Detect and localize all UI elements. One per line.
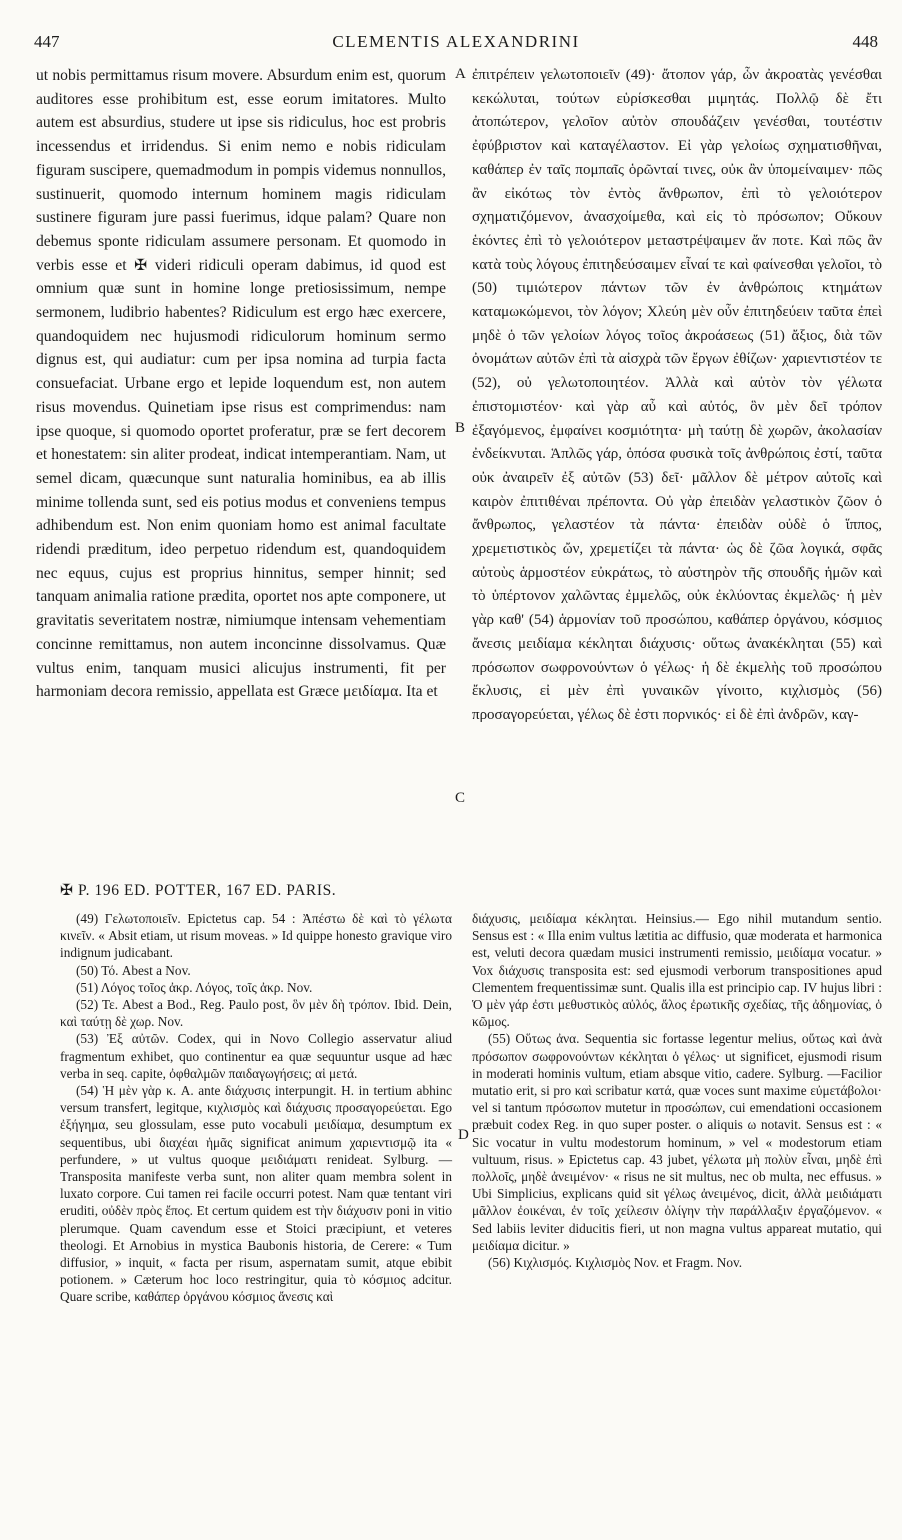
footnote-54: (54) Ἡ μὲν γὰρ κ. A. ante διάχυσις interpungit. H. in tertium abhinc versum transfert, legitque, κιχλισμὸς καὶ διάχυσις προσαγορεύεται. Ego ἐξήγημα, seu glossulam, esse puto vocabuli μειδίαμα, desumptum ex sequentibus, ubi διαχέαι ἡμᾶς significat animum χαριεντισμῷ ita « perfundere, » ut vultus quoque μειδιάματι renideat. Sylburg. —Transposita manifeste verba sunt, non aliter quam membra solent in luxato corpore. Cui tamen rei facile occurri potest. Nam quæ tentant viri eruditi, οὐδὲν πρὸς ἔπος. Et certum quidem est τὴν διάχυσιν poni in vitio plerumque. Quam cavendum esse et Stoici præcipiunt, et veteres theologi. Et Arnobius in mystica Baubonis historia, de Cerere: « Tum diffusior, » inquit, « facta per risum, aspernatam sumit, atque ebibit potionem. » Cæterum hoc loco restringitur, quia τὸ κόσμιος adcitur. Quare scribe, καθάπερ ὀργάνου κόσμιος ἄνεσις καὶ	[60, 1083, 452, 1305]
footnote-53: (53) Ἐξ αὐτῶν. Codex, qui in Novo Collegio asservatur aliud fragmentum exhibet, quo continentur ea quæ sequuntur usque ad hæc verba in seq. capite, ὀφθαλμῶν παιδαγωγήσεις; αἱ μετά.	[60, 1031, 452, 1081]
footnote-51: (51) Λόγος τοῖος ἀκρ. Λόγος, τοῖς ἀκρ. Nov.	[76, 979, 313, 995]
footnote-49: (49) Γελωτοποιεῖν. Epictetus cap. 54 : Ἀπέστω δὲ καὶ τὸ γέλωτα κινεῖν. « Absit etiam, ut risum moveas. » Id quippe honesto gravique viro indignum judicabant.	[60, 911, 452, 961]
running-title: CLEMENTIS ALEXANDRINI	[332, 32, 580, 51]
page-header	[34, 32, 878, 58]
footnotes-right-column	[472, 910, 882, 1271]
edition-page-reference: ✠ P. 196 ED. POTTER, 167 ED. PARIS.	[60, 882, 337, 899]
greek-text-column	[472, 64, 882, 728]
greek-paragraph: ἐπιτρέπειν γελωτοποιεῖν (49)· ἄτοπον γάρ, ὧν ἀκροατὰς γενέσθαι κεκώλυται, τούτων εὑρίσκεσθαι μιμητάς. Πολλῷ δὲ ἔτι ἀτοπώτερον, γελοῖον αὐτὸν σπουδάζειν γενέσθαι, τουτέστιν ἐφύβριστον καὶ καταγέλαστον. Εἰ γὰρ γελοίως σχηματισθῆναι, καθάπερ ἐν ταῖς πομπαῖς ὁρῶνταί τινες, οὐκ ἂν ὑπομείναιμεν· πῶς ἂν εἰκότως τὸν ἐντὸς ἄνθρωπον, ἐπὶ τὸ γελοιότερον σχηματιζόμενον, ἀνασχοίμεθα, καὶ εἰς τὸ πρόσωπον; Οὔκουν ἑκόντες ἐπὶ τὸ γελοιότερον μεταστρέψαιμεν ἄν ποτε. Καὶ πῶς ἂν κατὰ τοὺς λόγους ἐπιτηδεύσαιμεν εἶναί τε καὶ φαίνεσθαι γελοῖοι, τὸ (50) τιμιώτερον πάντων τῶν ἐν ἀνθρώποις κτημάτων καταμωκώμενοι, τὸν λόγον; Χλεύη μὲν οὖν ἐπιτηδεύειν ταῦτα ἐπεὶ μηδὲ ὁ τῶν γελοίων λόγος τοῖος ἀκροάσεως (51) ἄξιος, διὰ τῶν ὀνομάτων αὐτῶν ἐπὶ τὰ αἰσχρὰ τῶν ἔργων ἐθίζων· χαριεντιστέον τε (52), οὐ γελωτοποιητέον. Ἀλλὰ καὶ αὐτὸν τὸν γέλωτα ἐπιστομιστέον· καὶ γὰρ αὖ καὶ αὐτός, ὃν μὲν δεῖ τρόπον ἐξαγόμενος, ἐμφαίνει κοσμιότητα· μὴ ταύτῃ δὲ χωρῶν, ἀκολασίαν ἐνδείκνυται. Ἁπλῶς γάρ, ὁπόσα φυσικὰ τοῖς ἀνθρώποις ἐστί, ταῦτα οὐκ ἀναιρεῖν ἐξ αὐτῶν (53) δεῖ· μᾶλλον δὲ μέτρον αὐτοῖς καὶ καιρὸν ἐπιτιθέναι πρέποντα. Οὐ γὰρ ἐπειδὰν γελαστικὸν ζῶον ὁ ἄνθρωπος, γελαστέον τὰ πάντα· ἐπειδὰν οὐδὲ ὁ ἵππος, χρεμετιστικὸς ὤν, χρεμετίζει τὰ πάντα· ὡς δὲ ζῶα λογικά, σφᾶς αὐτοὺς ἁρμοστέον εὐκράτως, τὸ αὐστηρὸν τῆς σπουδῆς ἡμῶν καὶ τὸ ὑπέρτονον χαλῶντας ἐμμελῶς, οὐκ ἐκλύοντας ἐκμελῶς· ἡ μὲν γὰρ καθ' (54) ἁρμονίαν τοῦ προσώπου, καθάπερ ὀργάνου, κόσμιος ἄνεσις μειδίαμα κέκληται διάχυσις· οὕτως ἀνακέκληται (55) καὶ πρόσωπον σωφρονούντων ὁ γέλως· ἡ δὲ ἐκμελὴς τοῦ προσώπου ἔκλυσις, εἰ μὲν ἐπὶ γυναικῶν γίνοιτο, κιχλισμὸς (56) προσαγορεύεται, γέλως δὲ ἐστι πορνικός· εἰ δὲ ἐπὶ ἀνδρῶν, καγ-	[472, 67, 882, 723]
latin-text-column	[36, 64, 446, 704]
footnote-54-continued: διάχυσις, μειδίαμα κέκληται. Heinsius.— Ego nihil mutandum sentio. Sensus est : « Illa enim vultus lætitia ac diffusio, quæ moderata et harmonica est, veluti decora quædam musici instrumenti remissio, μειδίαμα vocatur. » Vox διάχυσις transposita est: sed ejusmodi verborum transpositiones apud Clementem frequentissimæ sunt. Qualis illa est principio cap. IV hujus libri : Ὁ μὲν γάρ ἐστι μεθυστικὸς αὐλός, ἄλος ἐρωτικῆς σχεδίας, τῆς ἀδημονίας, ὁ κῶμος.	[472, 911, 882, 1030]
footnote-50: (50) Τό. Abest a Nov.	[76, 962, 191, 978]
section-marker-d: D	[458, 1127, 469, 1143]
footnote-52: (52) Τε. Abest a Bod., Reg. Paulo post, ὃν μὲν δὴ τρόπον. Ibid. Dein, καὶ ταύτῃ δὲ χωρ. Nov.	[60, 997, 452, 1030]
page-number-right: 448	[852, 32, 878, 51]
footnote-55: (55) Οὕτως ἀνα. Sequentia sic fortasse legentur melius, οὕτως καὶ ἀνὰ πρόσωπον σωφρονούντων κέκληται ὁ γέλως· ut significet, ejusmodi risum in moderati hominis vultum, etiam absque vitio, cadere. Sylburg. —Facilior mutatio erit, si pro καὶ scribatur κατά, quæ voces sunt maxime εὐμετάβολοι· vel si tantum πρόσωπον mutetur in προσώπων, cui emendationi occasionem præbuit codex Reg. in quo super poster. o aliquis ω notavit. Sensus est : « Sic vocatur in vultu modestorum hominum, » vel « modestorum etiam vultuum, risus. » Epictetus cap. 43 jubet, γέλωτα μὴ πολὺν εἶναι, μηδὲ ἐπὶ πολλοῖς, μηδὲ ἀνειμένον· « risus ne sit multus, nec ob multa, nec effusus. » Ubi Simplicius, explicans quid sit γέλως ἀνειμένος, dicit, ἀλλὰ μειδιάματι μᾶλλον ἐοικέναι, ἐν τοῖς χείλεσιν ὀλίγην τὴν παράλλαξιν ἐργαζόμενον. « Sed labiis leviter diducitis fieri, ut non magna vultus appareat mutatio, qui μειδίαμα dicitur. »	[472, 1031, 882, 1253]
footnote-56: (56) Κιχλισμός. Κιχλισμὸς Nov. et Fragm. Nov.	[488, 1255, 743, 1271]
section-marker-a: A	[455, 66, 466, 82]
footnotes-left-column	[60, 910, 452, 1306]
section-marker-b: B	[455, 420, 466, 436]
latin-paragraph: ut nobis permittamus risum movere. Absurdum enim est, quorum auditores esse prohibitum est, esse eorum imitatores. Multo autem est absurdius, studere ut ipse sis ridiculus, hoc est probris incessendus et irridendus. Si enim nemo e nobis ridiculam figuram suscipere, quemadmodum in pompis videmus nonnullos, sustinuerit, quomodo internum hominem magis ridiculam sustinere figuram jure passi fuerimus, idque palam? Quare non debemus sponte ridiculam assumere personam. Et quomodo in verbis esse et ✠ videri ridiculi operam dabimus, id quod est omnium quæ sunt in homine longe pretiosissimum, nempe sermonem, ludibrio habentes? Ridiculum est ergo hæc exercere, quandoquidem nec hujusmodi ridiculorum hominum sermo dignus est, qui audiatur: cum per ipsa nomina ad turpia facta consuefaciat. Urbane ergo et lepide loquendum est, non autem risus movendus. Quinetiam ipse risus est comprimendus: nam ipse quoque, si quomodo oportet proferatur, præ se fert decorem et honestatem: sin aliter prodeat, indicat intemperantiam. Nam, ut semel dicam, quæcunque sunt naturalia hominibus, ea ab illis minime tollenda sunt, sed eis potius modus et conveniens tempus adhibendum est. Non enim quoniam homo est animal facultate ridendi præditum, ideo perpetuo ridendum est, quandoquidem nec equus, cujus est proprius hinnitus, semper hinnit; sed tanquam animalia ratione prædita, oportet nos apte componere, ut gravitatis severitatem nostræ, nimiumque intensam vehementiam concinne remittamus, non autem inconcinne dissolvamus. Quæ vultus enim, tanquam musici alicujus instrumenti, fit per harmoniam decora remissio, appellata est Græce μειδίαμα. Ita et	[36, 67, 446, 701]
section-marker-c: C	[455, 790, 466, 806]
page-number-left: 447	[34, 32, 60, 51]
